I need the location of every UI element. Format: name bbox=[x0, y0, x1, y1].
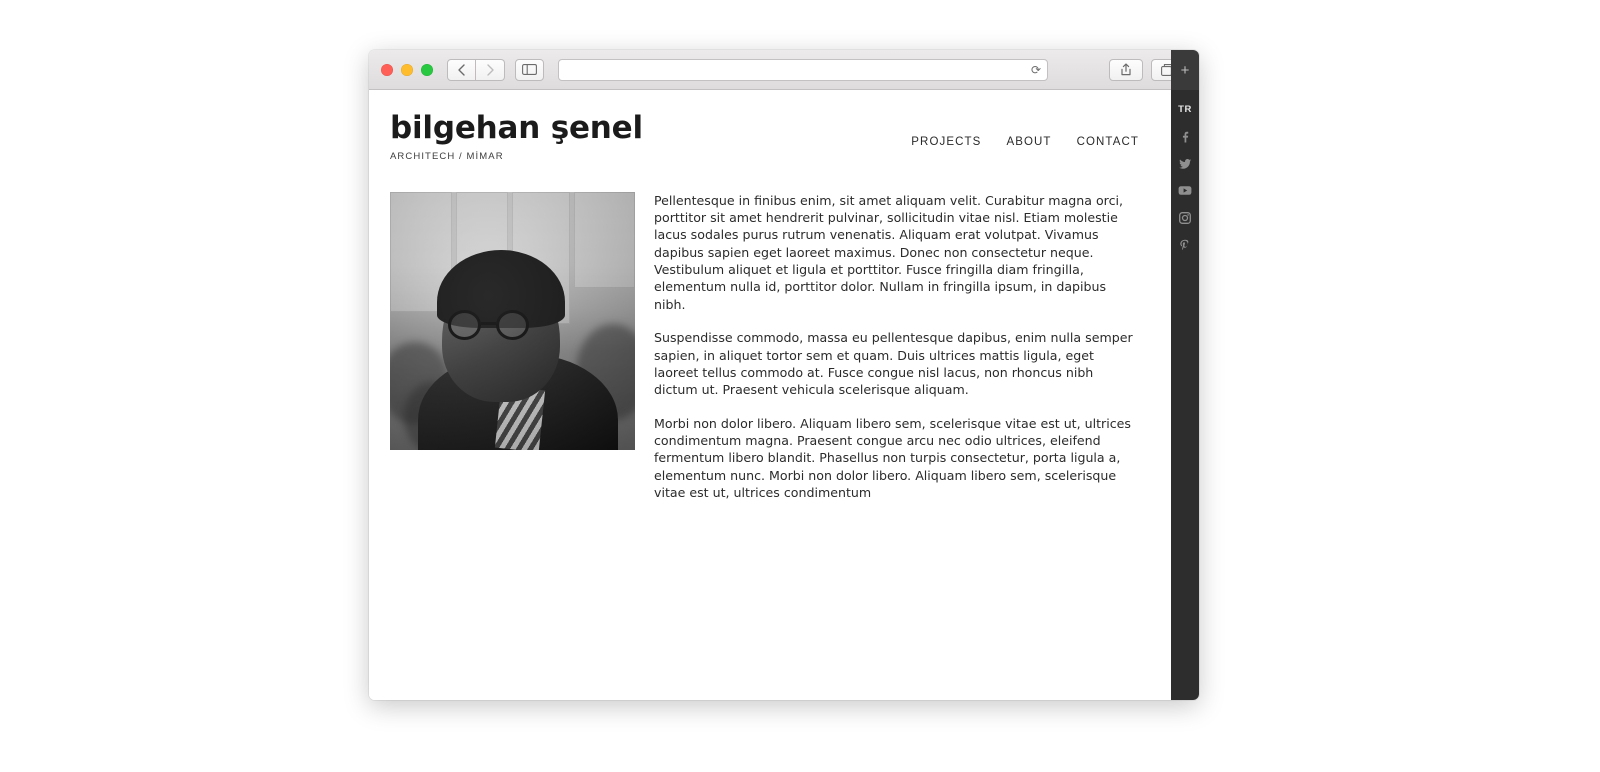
paragraph: Suspendisse commodo, massa eu pellentesque dapibus, enim nulla semper sapien, in aliquet tortor sem et quam. Duis ultrices mattis ligula, eget laoreet tellus commodo at. Fusce congue nisl lacus, non rhoncus nibh dictum ut. Praesent vehicula scelerisque aliquam. bbox=[654, 330, 1133, 398]
new-tab-button[interactable]: + bbox=[1171, 50, 1199, 90]
pinterest-icon[interactable] bbox=[1171, 231, 1199, 258]
reload-icon[interactable]: ⟳ bbox=[1030, 62, 1041, 77]
navigation-buttons bbox=[447, 59, 505, 81]
share-button[interactable] bbox=[1109, 59, 1143, 81]
paragraph: Pellentesque in finibus enim, sit amet aliquam velit. Curabitur magna orci, porttitor sit amet hendrerit pulvinar, sollicitudin vitae nisl. Etiam molestie lacus sodales purus rutrum venenatis. Aliquam erat volutpat. Vivamus dapibus sapien eget laoreet maximus. Donec non consectetur neque. Vestibulum aliquet et ligula et porttitor. Fusce fringilla diam fringilla, elementum nulla id, porttitor dolor. Nullam in fringilla ipsum, in dapibus nibh. bbox=[654, 192, 1124, 312]
youtube-icon[interactable] bbox=[1171, 177, 1199, 204]
close-window-button[interactable] bbox=[381, 64, 393, 76]
site-header bbox=[369, 90, 1171, 162]
page-content bbox=[369, 90, 1171, 700]
sidebar-icon bbox=[522, 64, 537, 75]
forward-button[interactable] bbox=[476, 59, 505, 81]
browser-titlebar bbox=[369, 50, 1199, 90]
main-nav bbox=[911, 112, 1139, 148]
photo-vignette bbox=[390, 192, 635, 450]
address-bar[interactable] bbox=[558, 59, 1048, 81]
browser-window bbox=[369, 50, 1199, 700]
social-rail bbox=[1171, 90, 1199, 700]
back-button[interactable] bbox=[447, 59, 476, 81]
chevron-right-icon bbox=[486, 64, 495, 76]
language-switch-tr[interactable]: TR bbox=[1178, 104, 1192, 115]
body-copy bbox=[654, 192, 1139, 518]
paragraph: Morbi non dolor libero. Aliquam libero sem, scelerisque vitae est ut, ultrices condimentum magna. Praesent congue arcu nec odio ultrices, eleifend fermentum libero blandit. Phasellus non turpis consectetur, porta ligula a, elementum nunc. Morbi non dolor libero. Aliquam libero sem, scelerisque vitae est ut, ultrices condimentum bbox=[654, 415, 1131, 501]
portrait-photo bbox=[390, 192, 635, 450]
site-subtitle: ARCHITECH / MİMAR bbox=[390, 150, 504, 162]
instagram-icon[interactable] bbox=[1171, 204, 1199, 231]
minimize-window-button[interactable] bbox=[401, 64, 413, 76]
twitter-icon[interactable] bbox=[1171, 150, 1199, 177]
nav-item-about[interactable]: ABOUT bbox=[1006, 136, 1052, 148]
nav-item-projects[interactable]: PROJECTS bbox=[911, 136, 982, 148]
window-controls bbox=[381, 64, 433, 76]
sidebar-toggle-button[interactable] bbox=[515, 59, 544, 81]
facebook-icon[interactable] bbox=[1171, 123, 1199, 150]
brand[interactable] bbox=[390, 112, 643, 162]
content-row bbox=[369, 162, 1171, 518]
share-icon bbox=[1120, 63, 1132, 76]
zoom-window-button[interactable] bbox=[421, 64, 433, 76]
nav-item-contact[interactable]: CONTACT bbox=[1076, 136, 1139, 148]
page-viewport bbox=[369, 90, 1199, 700]
site-title: bilgehan şenel bbox=[390, 110, 643, 146]
chevron-left-icon bbox=[457, 64, 466, 76]
